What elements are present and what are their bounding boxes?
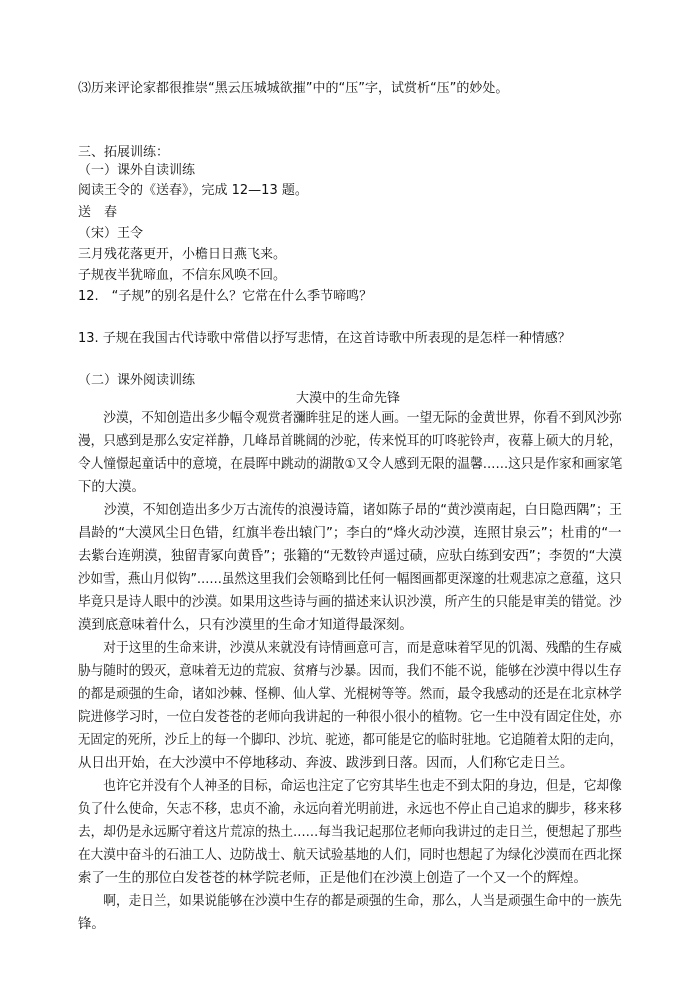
para1-line: 下的大漠。: [78, 480, 145, 495]
question-12: 12. “子规”的别名是什么？它常在什么季节啼鸣？: [78, 289, 373, 304]
para5-line: 啊，走日兰，如果说能够在沙漠中生存的都是顽强的生命，那么，人当是顽强生命中的一族先: [78, 894, 622, 909]
para1-line: 令人憧憬起童话中的意境，在晨晖中跳动的湖散①又令人感到无限的温馨……这只是作家和画家笔: [78, 457, 623, 472]
question-13: 13. 子规在我国古代诗歌中常借以抒写悲情，在这首诗歌中所表现的是怎样一种情感？: [78, 331, 571, 346]
para2-line: 毕竟只是诗人眼中的沙漠。如果用这些诗与画的描述来认识沙漠，所产生的只能是审美的错觉。沙: [78, 595, 622, 610]
para3-line: 从日出开始，在大沙漠中不停地移动、奔波、跋涉到日落。因而，人们称它走日兰。: [78, 756, 574, 771]
poem-author: （宋）王令: [78, 226, 144, 241]
para3-line: 胁与随时的毁灭，意味着无边的荒寂、贫瘠与沙暴。因而，我们不能不说，能够在沙漠中得以生存: [78, 664, 622, 679]
para2-line: 去紫台连朔漠，独留青冢向黄昏”；张籍的“无数铃声遥过碛，应驮白练到安西”；李贺的“大漠: [78, 549, 622, 564]
article-title: 大漠中的生命先锋: [295, 391, 400, 406]
para5-line: 锋。: [78, 917, 105, 932]
section-heading: 三、拓展训练：: [78, 145, 170, 160]
para4-line: 索了一生的那位白发苍苍的林学院老师，正是他们在沙漠上创造了一个又一个的辉煌。: [78, 871, 587, 886]
para2-line: 昌龄的“大漠风尘日色错，红旗半卷出辕门”；李白的“烽火动沙漠，连照甘泉云”；杜甫的“一: [78, 526, 622, 541]
para4-line: 负了什么使命，矢志不移，忠贞不渝，永远向着光明前进，永远也不停止自己追求的脚步，移来移: [78, 802, 622, 817]
para3-line: 对于这里的生命来讲，沙漠从来就没有诗情画意可言，而是意味着罕见的饥渴、残酷的生存威: [78, 641, 622, 656]
para4-line: 在大漠中奋斗的石油工人、边防战士、航天试验基地的人们，同时也想起了为绿化沙漠而在西北探: [78, 848, 622, 863]
para1-line: 沙漠，不知创造出多少幅令观赏者瀰眸驻足的迷人画。一望无际的金黄世界，你看不到风沙弥: [78, 411, 622, 426]
part1-instruction: 阅读王令的《送春》，完成 12—13 题。: [78, 183, 308, 198]
para3-line: 无固定的死所，沙丘上的每一个脚印、沙坑、驼迹，都可能是它的临时驻地。它追随着太阳的走向，: [78, 733, 623, 748]
para3-line: 的都是顽强的生命，诸如沙棘、怪柳、仙人掌、光棍树等等。然而，最令我感动的还是在北京林学: [78, 687, 622, 702]
question-3: ⑶历来评论家都很推崇“黑云压城城欲摧”中的“压”字，试赏析“压”的妙处。: [78, 81, 509, 96]
part1-heading: （一）课外自读训练: [78, 163, 196, 178]
para4-line: 去，却仍是永远厮守着这片荒凉的热土……每当我记起那位老师向我讲过的走日兰，便想起了那些: [78, 825, 622, 840]
poem-line-2: 子规夜半犹啼血，不信东风唤不回。: [78, 268, 287, 283]
para2-line: 沙如雪，燕山月似钩”……虽然这里我们会领略到比任何一幅图画都更深邃的壮观悲凉之意蕴，这只: [78, 572, 622, 587]
part2-heading: （二）课外阅读训练: [78, 373, 196, 388]
para3-line: 院进修学习时，一位白发苍苍的老师向我讲起的一种很小很小的植物。它一生中没有固定住处，亦: [78, 710, 622, 725]
para2-line: 漠到底意味着什么，只有沙漠里的生命才知道得最深刻。: [78, 618, 413, 633]
poem-title: 送 春: [78, 205, 118, 220]
poem-line-1: 三月残花落更开，小檐日日燕飞来。: [78, 247, 287, 262]
para1-line: 漫，只感到是那么安定祥静，几峰昂首眺阔的沙驼，传来悦耳的叮咚驼铃声，夜幕上硕大的月轮，: [78, 434, 622, 449]
para4-line: 也许它并没有个人神圣的目标，命运也注定了它穷其毕生也走不到太阳的身边，但是，它却像: [78, 779, 622, 794]
para2-line: 沙漠，不知创造出多少万古流传的浪漫诗篇，诸如陈子昂的“黄沙漠南起，白日隐西隅”；王: [78, 503, 622, 518]
